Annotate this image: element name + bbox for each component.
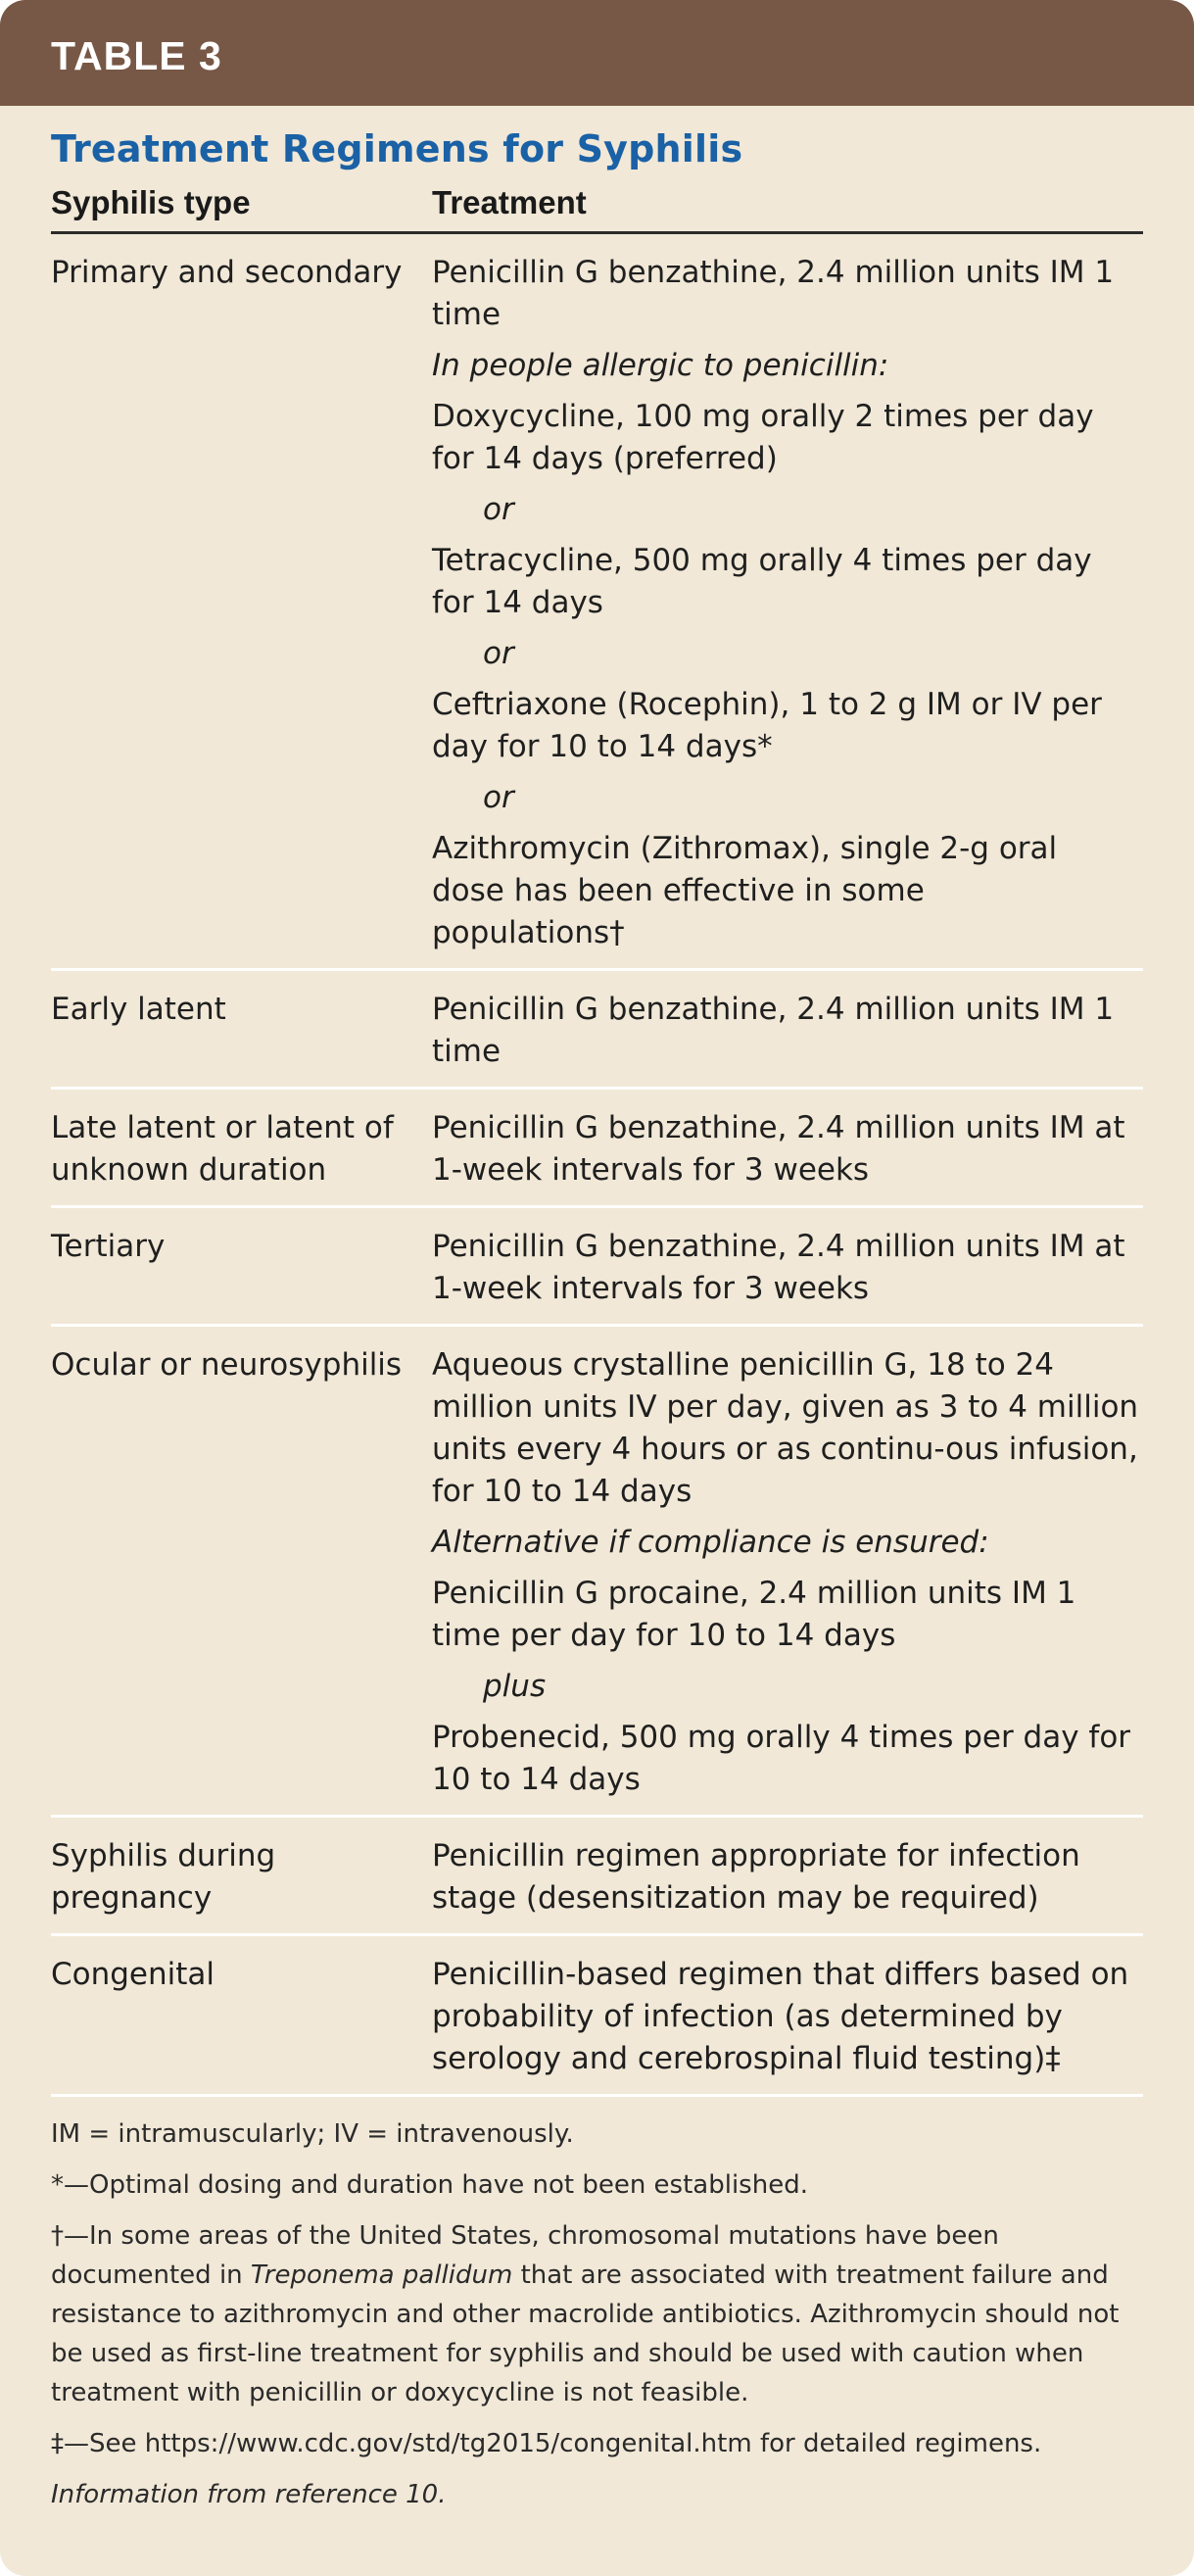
source-note: Information from reference 10. — [51, 2480, 447, 2509]
treatment-line: Penicillin G benzathine, 2.4 million units IM 1 time — [432, 992, 1115, 1069]
footnote-dagger-organism: Treponema pallidum — [250, 2260, 513, 2290]
footnote-dagger-text-end: that are associated with treatment failure and resistance to azithromycin and other macrolide antibiotics. Azithromycin should not be used as first-line treatment for syphilis and should be used with caution when treatment with penicillin or doxycycline is not feasible. — [51, 2260, 1120, 2407]
treatment-connector: or — [483, 492, 514, 527]
syphilis-type-cell: Primary and secondary — [51, 255, 403, 290]
table-row — [51, 234, 1143, 971]
treatment-cell — [432, 1107, 1143, 1191]
treatment-cell — [432, 252, 1143, 954]
treatment-line: Penicillin G benzathine, 2.4 million units IM at 1-week intervals for 3 weeks — [432, 1110, 1125, 1188]
footnotes — [51, 2097, 1143, 2514]
treatment-subheading: Alternative if compliance is ensured: — [432, 1525, 989, 1560]
table-content — [0, 106, 1194, 2514]
column-header-row — [51, 184, 1143, 234]
treatment-line: Penicillin G benzathine, 2.4 million units IM at 1-week intervals for 3 weeks — [432, 1229, 1125, 1306]
syphilis-type-cell: Late latent or latent of unknown duration — [51, 1110, 394, 1188]
treatment-line: Penicillin G benzathine, 2.4 million units IM 1 time — [432, 255, 1115, 332]
footnote-double-dagger: ‡—See https://www.cdc.gov/std/tg2015/congenital.htm for detailed regimens. — [51, 2429, 1042, 2458]
treatment-connector: or — [483, 780, 514, 815]
table-row — [51, 1327, 1143, 1818]
table-row — [51, 1818, 1143, 1936]
footnote-dagger — [51, 2216, 1143, 2412]
treatment-line: Aqueous crystalline penicillin G, 18 to 24 million units IV per day, given as 3 to 4 million units every 4 hours or as continu-ous infusion, for 10 to 14 days — [432, 1347, 1139, 1509]
table-title: Treatment Regimens for Syphilis — [51, 127, 743, 170]
treatment-cell — [432, 1344, 1143, 1801]
treatment-line: Penicillin-based regimen that differs based on probability of infection (as determined by serology and cerebrospinal fluid testing)‡ — [432, 1957, 1129, 2076]
syphilis-type-cell: Congenital — [51, 1957, 215, 1992]
syphilis-type-cell: Ocular or neurosyphilis — [51, 1347, 403, 1383]
column-header-treatment: Treatment — [432, 184, 587, 220]
treatment-subheading: In people allergic to penicillin: — [432, 348, 889, 383]
table-row — [51, 1208, 1143, 1327]
treatment-cell — [432, 1226, 1143, 1310]
treatment-line: Azithromycin (Zithromax), single 2-g oral dose has been effective in some populations† — [432, 831, 1058, 950]
treatment-connector: or — [483, 636, 514, 671]
treatment-line: Tetracycline, 500 mg orally 4 times per day for 14 days — [432, 543, 1092, 620]
column-header-type: Syphilis type — [51, 184, 251, 220]
syphilis-type-cell: Early latent — [51, 992, 226, 1027]
syphilis-type-cell: Syphilis during pregnancy — [51, 1838, 276, 1916]
footnote-dagger-text: †—In some areas of the United States, chromosomal mutations have been documented in — [51, 2221, 999, 2290]
table-row — [51, 1936, 1143, 2097]
treatment-line: Penicillin regimen appropriate for infection stage (desensitization may be required) — [432, 1838, 1080, 1916]
table-row — [51, 1090, 1143, 1208]
treatment-line: Probenecid, 500 mg orally 4 times per day for 10 to 14 days — [432, 1720, 1131, 1797]
treatment-connector: plus — [483, 1669, 547, 1704]
table-label: TABLE 3 — [0, 0, 1194, 106]
treatment-cell — [432, 1954, 1143, 2080]
treatment-line: Ceftriaxone (Rocephin), 1 to 2 g IM or IV per day for 10 to 14 days* — [432, 687, 1102, 764]
syphilis-type-cell: Tertiary — [51, 1229, 166, 1264]
treatment-line: Doxycycline, 100 mg orally 2 times per day for 14 days (preferred) — [432, 399, 1094, 476]
treatment-cell — [432, 1835, 1143, 1920]
treatment-cell — [432, 989, 1143, 1073]
footnote-abbreviations: IM = intramuscularly; IV = intravenously. — [51, 2119, 574, 2149]
footnote-star: *—Optimal dosing and duration have not been established. — [51, 2170, 808, 2200]
table-row — [51, 971, 1143, 1090]
treatment-line: Penicillin G procaine, 2.4 million units IM 1 time per day for 10 to 14 days — [432, 1576, 1076, 1653]
